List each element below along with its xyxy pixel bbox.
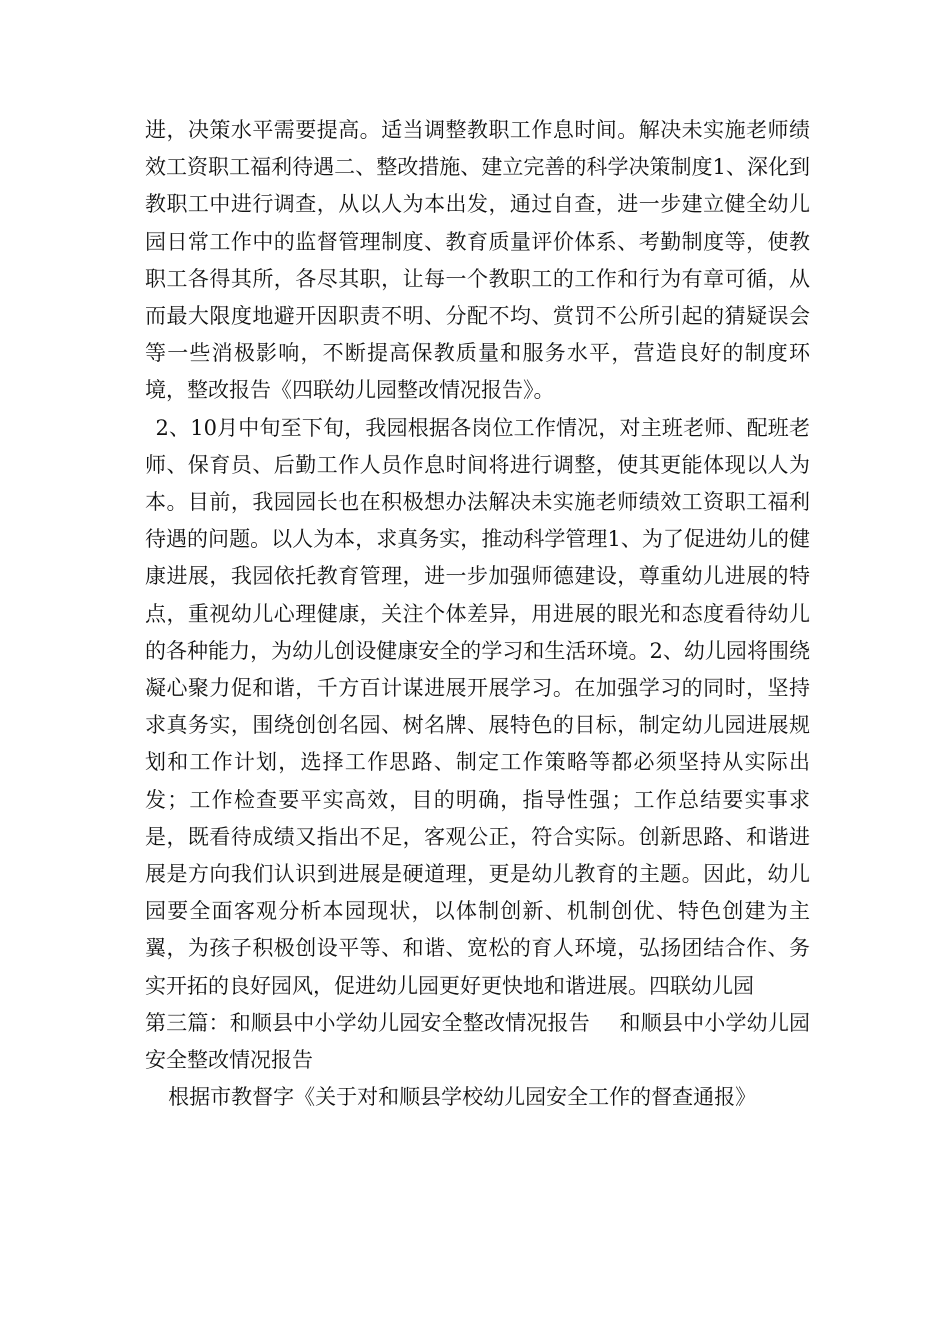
section-heading-title: 第三篇：和顺县中小学幼儿园安全整改情况报告 xyxy=(145,1010,590,1035)
paragraph-rectification-measures: 进，决策水平需要提高。适当调整教职工作息时间。解决未实施老师绩效工资职工福利待遇二、整改措施、建立完善的科学决策制度1、深化到教职工中进行调查，从以人为本出发，通过自查，进一步建立健全幼儿园日常工作中的监督管理制度、教育质量评价体系、考勤制度等，使教职工各得其所，各尽其职，让每一个教职工的工作和行为有章可循，从而最大限度地避开因职责不明、分配不均、赏罚不公所引起的猜疑误会等一些消极影响，不断提高保教质量和服务水平，营造良好的制度环境，整改报告《四联幼儿园整改情况报告》。 xyxy=(145,118,810,403)
section-heading-subtitle: 和顺县中小学幼儿园安全整改情况报告 xyxy=(145,1010,811,1072)
section-heading-third-article xyxy=(145,1005,810,1079)
paragraph-schedule-adjustment: 2、10月中旬至下旬，我园根据各岗位工作情况，对主班老师、配班老师、保育员、后勤工作人员作息时间将进行调整，使其更能体现以人为本。目前，我园园长也在积极想办法解决未实施老师绩效工资职工福利待遇的问题。以人为本，求真务实，推动科学管理1、为了促进幼儿的健康进展，我园依托教育管理，进一步加强师德建设，尊重幼儿进展的特点，重视幼儿心理健康，关注个体差异，用进展的眼光和态度看待幼儿的各种能力，为幼儿创设健康安全的学习和生活环境。2、幼儿园将围绕凝心聚力促和谐，千方百计谋进展开展学习。在加强学习的同时，坚持求真务实，围绕创创名园、树名牌、展特色的目标，制定幼儿园进展规划和工作计划，选择工作思路、制定工作策略等都必须坚持从实际出发；工作检查要平实高效，目的明确，指导性强；工作总结要实事求是，既看待成绩又指出不足，客观公正，符合实际。创新思路、和谐进展是方向我们认识到进展是硬道理，更是幼儿教育的主题。因此，幼儿园要全面客观分析本园现状，以体制创新、机制创优、特色创建为主翼，为孩子积极创设平等、和谐、宽松的育人环境，弘扬团结合作、务实开拓的良好园风，促进幼儿园更好更快地和谐进展。四联幼儿园 xyxy=(145,415,810,998)
paragraph-inspection-notice: 根据市教督字《关于对和顺县学校幼儿园安全工作的督查通报》 xyxy=(168,1084,757,1109)
document-body xyxy=(145,112,810,1116)
